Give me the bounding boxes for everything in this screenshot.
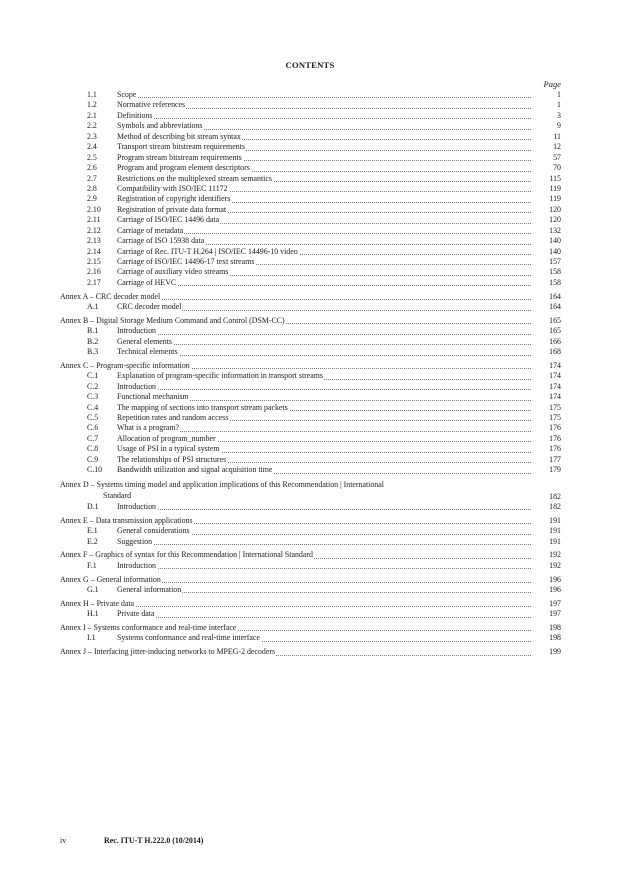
toc-entry-title: The mapping of sections into transport stream packets xyxy=(117,402,288,412)
toc-annex-entry[interactable] xyxy=(60,292,561,302)
toc-entry-title: What is a program? xyxy=(117,423,180,433)
toc-annex-entry[interactable] xyxy=(60,575,561,585)
toc-entry-number: 2.8 xyxy=(87,183,97,193)
toc-entry[interactable] xyxy=(60,205,561,215)
toc-entry-number: C.6 xyxy=(87,423,99,433)
toc-entry-number: 2.5 xyxy=(87,152,97,162)
toc-entry[interactable] xyxy=(60,100,561,110)
toc-entry-page: 176 xyxy=(549,433,561,443)
toc-entry-number: 2.6 xyxy=(87,163,97,173)
toc-entry[interactable] xyxy=(60,337,561,347)
footer-reference: Rec. ITU-T H.222.0 (10/2014) xyxy=(104,836,204,845)
toc-entry-number: C.4 xyxy=(87,402,99,412)
toc-entry[interactable] xyxy=(60,465,561,475)
toc-entry-title: Carriage of HEVC xyxy=(117,277,177,287)
toc-entry-number: C.2 xyxy=(87,381,99,391)
toc-entry[interactable] xyxy=(60,423,561,433)
toc-entry-title: Method of describing bit stream syntax xyxy=(117,131,241,141)
toc-entry-page: 177 xyxy=(549,454,561,464)
toc-entry[interactable] xyxy=(60,257,561,267)
toc-entry-title: Explanation of program-specific information in transport streams xyxy=(117,371,323,381)
toc-entry[interactable] xyxy=(60,153,561,163)
toc-entry[interactable] xyxy=(60,526,561,536)
toc-entry-title: Program stream bitstream requirements xyxy=(117,152,242,162)
toc-entry-number: 2.7 xyxy=(87,173,97,183)
toc-entry[interactable] xyxy=(60,247,561,257)
toc-entry[interactable] xyxy=(60,215,561,225)
toc-entry-page: 158 xyxy=(549,267,561,277)
toc-entry-page: 158 xyxy=(549,277,561,287)
toc-entry-page: 192 xyxy=(549,550,561,560)
footer-page-number: iv xyxy=(60,836,67,845)
toc-entry-page: 174 xyxy=(549,381,561,391)
toc-entry-page: 198 xyxy=(549,633,561,643)
toc-entry-number: 2.10 xyxy=(87,204,101,214)
dot-leader xyxy=(117,97,531,98)
toc-entry-title: Compatibility with ISO/IEC 11172 xyxy=(117,183,228,193)
toc-entry[interactable] xyxy=(60,347,561,357)
toc-annex-entry[interactable] xyxy=(60,623,561,633)
toc-entry-title: Transport stream bitstream requirements xyxy=(117,142,245,152)
toc-entry-title: Scope xyxy=(117,90,137,99)
toc-entry-title: Introduction xyxy=(117,326,157,336)
toc-entry[interactable] xyxy=(60,194,561,204)
dot-leader xyxy=(117,544,531,545)
toc-entry-page: 197 xyxy=(549,598,561,608)
toc-entry-page: 175 xyxy=(549,402,561,412)
toc-entry-title: The relationships of PSI structures xyxy=(117,454,227,464)
toc-entry-title: Registration of copyright identifiers xyxy=(117,194,231,204)
toc-annex-entry[interactable] xyxy=(60,361,561,371)
toc-annex-entry[interactable] xyxy=(60,479,561,502)
toc-entry-title-continued: Standard xyxy=(60,490,531,502)
toc-entry[interactable] xyxy=(60,609,561,619)
toc-entry-number: 2.12 xyxy=(87,225,101,235)
toc-entry[interactable] xyxy=(60,502,561,512)
toc-entry-number: C.8 xyxy=(87,444,99,454)
toc-entry-number: 1.2 xyxy=(87,100,97,110)
toc-entry[interactable] xyxy=(60,236,561,246)
toc-entry-number: B.3 xyxy=(87,347,99,357)
toc-entry-page: 192 xyxy=(549,560,561,570)
toc-entry-page: 198 xyxy=(549,622,561,632)
toc-entry-page: 191 xyxy=(549,515,561,525)
toc-entry-page: 140 xyxy=(549,246,561,256)
toc-entry-page: 197 xyxy=(549,609,561,619)
toc-entry-page: 182 xyxy=(549,502,561,512)
toc-entry-page: 175 xyxy=(549,413,561,423)
toc-entry-page: 165 xyxy=(549,326,561,336)
toc-entry-page: 132 xyxy=(549,225,561,235)
toc-entry-page: 11 xyxy=(553,131,561,141)
toc-entry[interactable] xyxy=(60,184,561,194)
toc-entry-number: E.2 xyxy=(87,536,98,546)
toc-entry-number: F.1 xyxy=(87,560,97,570)
toc-entry[interactable] xyxy=(60,413,561,423)
toc-entry-number: D.1 xyxy=(87,502,99,512)
toc-entry-page: 164 xyxy=(549,302,561,312)
toc-entry-page: 182 xyxy=(549,491,561,501)
toc-entry[interactable] xyxy=(60,121,561,131)
toc-entry-title: Annex H – Private data xyxy=(60,598,135,608)
toc-entry-page: 176 xyxy=(549,444,561,454)
dot-leader xyxy=(117,355,531,356)
toc-entry-page: 12 xyxy=(553,142,561,152)
toc-entry-number: E.1 xyxy=(87,526,98,536)
toc-entry-page: 1 xyxy=(557,100,561,110)
toc-entry-number: C.3 xyxy=(87,392,99,402)
toc-entry-page: 196 xyxy=(549,574,561,584)
toc-entry-title: Annex B – Digital Storage Medium Command and Control (DSM-CC) xyxy=(60,315,285,325)
toc-entry-number: 2.16 xyxy=(87,267,101,277)
toc-entry[interactable] xyxy=(60,267,561,277)
toc-entry-page: 165 xyxy=(549,315,561,325)
toc-entry-page: 157 xyxy=(549,257,561,266)
toc-entry[interactable] xyxy=(60,444,561,454)
toc-entry-page: 176 xyxy=(549,423,561,433)
dot-leader xyxy=(117,334,531,335)
toc-entry-title: Annex I – Systems conformance and real-time interface xyxy=(60,622,237,632)
toc-entry-page: 168 xyxy=(549,347,561,357)
toc-entry-title: Carriage of ISO/IEC 14496 data xyxy=(117,215,220,225)
toc-entry-number: C.9 xyxy=(87,454,99,464)
toc-entry-title: Carriage of ISO/IEC 14496-17 text streams xyxy=(117,257,255,266)
dot-leader xyxy=(117,389,531,390)
toc-entry-title: Annex D – Systems timing model and application implications of this Recommendation | International xyxy=(60,479,384,489)
toc-entry-number: C.1 xyxy=(87,371,99,381)
toc-entry-page: 3 xyxy=(557,110,561,120)
toc-entry-number: G.1 xyxy=(87,584,99,594)
toc-entry-title: Program and program element descriptors xyxy=(117,163,250,173)
toc-entry-number: 2.14 xyxy=(87,246,101,256)
dot-leader xyxy=(117,617,531,618)
toc-entry[interactable] xyxy=(60,142,561,152)
toc-entry-number: 1.1 xyxy=(87,90,97,99)
toc-entry[interactable] xyxy=(60,585,561,595)
toc-entry-title: Functional mechanism xyxy=(117,392,189,402)
toc-entry-title: Usage of PSI in a typical system xyxy=(117,444,220,454)
toc-entry-number: C.10 xyxy=(87,465,103,475)
toc-entry-title: Introduction xyxy=(117,381,157,391)
toc-entry-number: H.1 xyxy=(87,609,99,619)
toc-entry-title: Definitions xyxy=(117,110,153,120)
toc-entry-number: 2.2 xyxy=(87,121,97,131)
toc-entry-title: Carriage of ISO 15938 data xyxy=(117,236,205,246)
toc-entry-number: B.2 xyxy=(87,336,99,346)
toc-entry-title: General considerations xyxy=(117,526,190,536)
dot-leader xyxy=(117,344,531,345)
toc-entry-title: Repetition rates and random access xyxy=(117,413,229,423)
toc-entry-page: 166 xyxy=(549,336,561,346)
toc-entry-title: General information xyxy=(117,584,182,594)
toc-entry-title: Annex G – General information xyxy=(60,574,161,584)
toc-entry-page: 70 xyxy=(553,163,561,173)
toc-entry-page: 120 xyxy=(549,215,561,225)
toc-entry-title: General elements xyxy=(117,336,172,346)
toc-entry-title: Annex A – CRC decoder model xyxy=(60,291,161,301)
dot-leader xyxy=(117,509,531,510)
toc-entry-title: Carriage of Rec. ITU-T H.264 | ISO/IEC 14496-10 video xyxy=(117,246,298,256)
toc-entry[interactable] xyxy=(60,455,561,465)
toc-entry-number: 2.11 xyxy=(87,215,101,225)
toc-entry-title: Allocation of program_number xyxy=(117,433,216,443)
toc-entry-number: 2.3 xyxy=(87,131,97,141)
toc-entry-title: Restrictions on the multiplexed stream semantics xyxy=(117,173,272,183)
toc-entry-page: 179 xyxy=(549,465,561,475)
toc-entry-number: 2.9 xyxy=(87,194,97,204)
toc-entry-number: B.1 xyxy=(87,326,99,336)
page-column-label: Page xyxy=(543,79,561,89)
toc-entry-title: Introduction xyxy=(117,502,157,512)
toc-entry-title: Annex J – Interfacing jitter-inducing networks to MPEG-2 decoders xyxy=(60,647,276,657)
toc-entry[interactable] xyxy=(60,302,561,312)
toc-entry-page: 140 xyxy=(549,236,561,246)
toc-entry-page: 57 xyxy=(553,152,561,162)
toc-entry-number: A.1 xyxy=(87,302,99,312)
toc-entry-number: C.7 xyxy=(87,433,99,443)
toc-entry-title: Annex E – Data transmission applications xyxy=(60,515,193,525)
table-of-contents xyxy=(60,90,561,658)
toc-entry[interactable] xyxy=(60,537,561,547)
toc-entry-title: Bandwidth utilization and signal acquisition time xyxy=(117,465,273,475)
toc-entry[interactable] xyxy=(60,633,561,643)
toc-entry-number: C.5 xyxy=(87,413,99,423)
toc-entry[interactable] xyxy=(60,90,561,100)
toc-entry-page: 191 xyxy=(549,536,561,546)
toc-annex-entry[interactable] xyxy=(60,316,561,326)
toc-entry-page: 164 xyxy=(549,291,561,301)
toc-entry-title: Suggestion xyxy=(117,536,153,546)
toc-annex-entry[interactable] xyxy=(60,599,561,609)
toc-entry-page: 1 xyxy=(557,90,561,99)
toc-entry-number: 2.13 xyxy=(87,236,101,246)
toc-entry-page: 191 xyxy=(549,526,561,536)
toc-entry[interactable] xyxy=(60,326,561,336)
dot-leader xyxy=(117,568,531,569)
toc-entry-title: Carriage of metadata xyxy=(117,225,184,235)
toc-annex-entry[interactable] xyxy=(60,647,561,657)
toc-entry-number: 2.15 xyxy=(87,257,101,266)
toc-entry-title: Symbols and abbreviations xyxy=(117,121,203,131)
toc-entry[interactable] xyxy=(60,371,561,381)
toc-entry-title: Systems conformance and real-time interface xyxy=(117,633,260,643)
toc-entry[interactable] xyxy=(60,382,561,392)
toc-entry[interactable] xyxy=(60,403,561,413)
toc-entry-title: Annex F – Graphics of syntax for this Recommendation | International Standard xyxy=(60,550,313,560)
toc-entry-title: Technical elements xyxy=(117,347,178,357)
toc-entry-title: Private data xyxy=(117,609,155,619)
toc-entry[interactable] xyxy=(60,132,561,142)
toc-entry-number: 2.4 xyxy=(87,142,97,152)
toc-annex-entry[interactable] xyxy=(60,516,561,526)
toc-entry[interactable] xyxy=(60,174,561,184)
toc-entry-page: 199 xyxy=(549,647,561,657)
toc-entry[interactable] xyxy=(60,561,561,571)
toc-entry-page: 119 xyxy=(549,194,561,204)
toc-entry-title: Carriage of auxiliary video streams xyxy=(117,267,229,277)
toc-entry[interactable] xyxy=(60,226,561,236)
toc-entry-title: Annex C – Program-specific information xyxy=(60,360,190,370)
toc-entry[interactable] xyxy=(60,392,561,402)
toc-entry-page: 9 xyxy=(557,121,561,131)
toc-entry-page: 115 xyxy=(549,173,561,183)
toc-entry-title: Normative references xyxy=(117,100,186,110)
toc-entry-page: 174 xyxy=(549,360,561,370)
toc-entry[interactable] xyxy=(60,163,561,173)
dot-leader xyxy=(117,285,531,286)
toc-entry-title: Registration of private data format xyxy=(117,204,227,214)
toc-entry[interactable] xyxy=(60,278,561,288)
toc-entry-page: 174 xyxy=(549,371,561,381)
toc-entry-page: 196 xyxy=(549,584,561,594)
toc-entry-number: I.1 xyxy=(87,633,96,643)
toc-entry-number: 2.17 xyxy=(87,277,101,287)
toc-entry-page: 120 xyxy=(549,204,561,214)
dot-leader xyxy=(117,118,531,119)
toc-entry-number: 2.1 xyxy=(87,110,97,120)
toc-entry-title: Introduction xyxy=(117,560,157,570)
toc-entry-page: 119 xyxy=(549,183,561,193)
toc-annex-entry[interactable] xyxy=(60,550,561,560)
toc-entry[interactable] xyxy=(60,111,561,121)
toc-entry-title: CRC decoder model xyxy=(117,302,182,312)
toc-entry[interactable] xyxy=(60,434,561,444)
toc-entry-page: 174 xyxy=(549,392,561,402)
toc-title: CONTENTS xyxy=(285,60,335,70)
